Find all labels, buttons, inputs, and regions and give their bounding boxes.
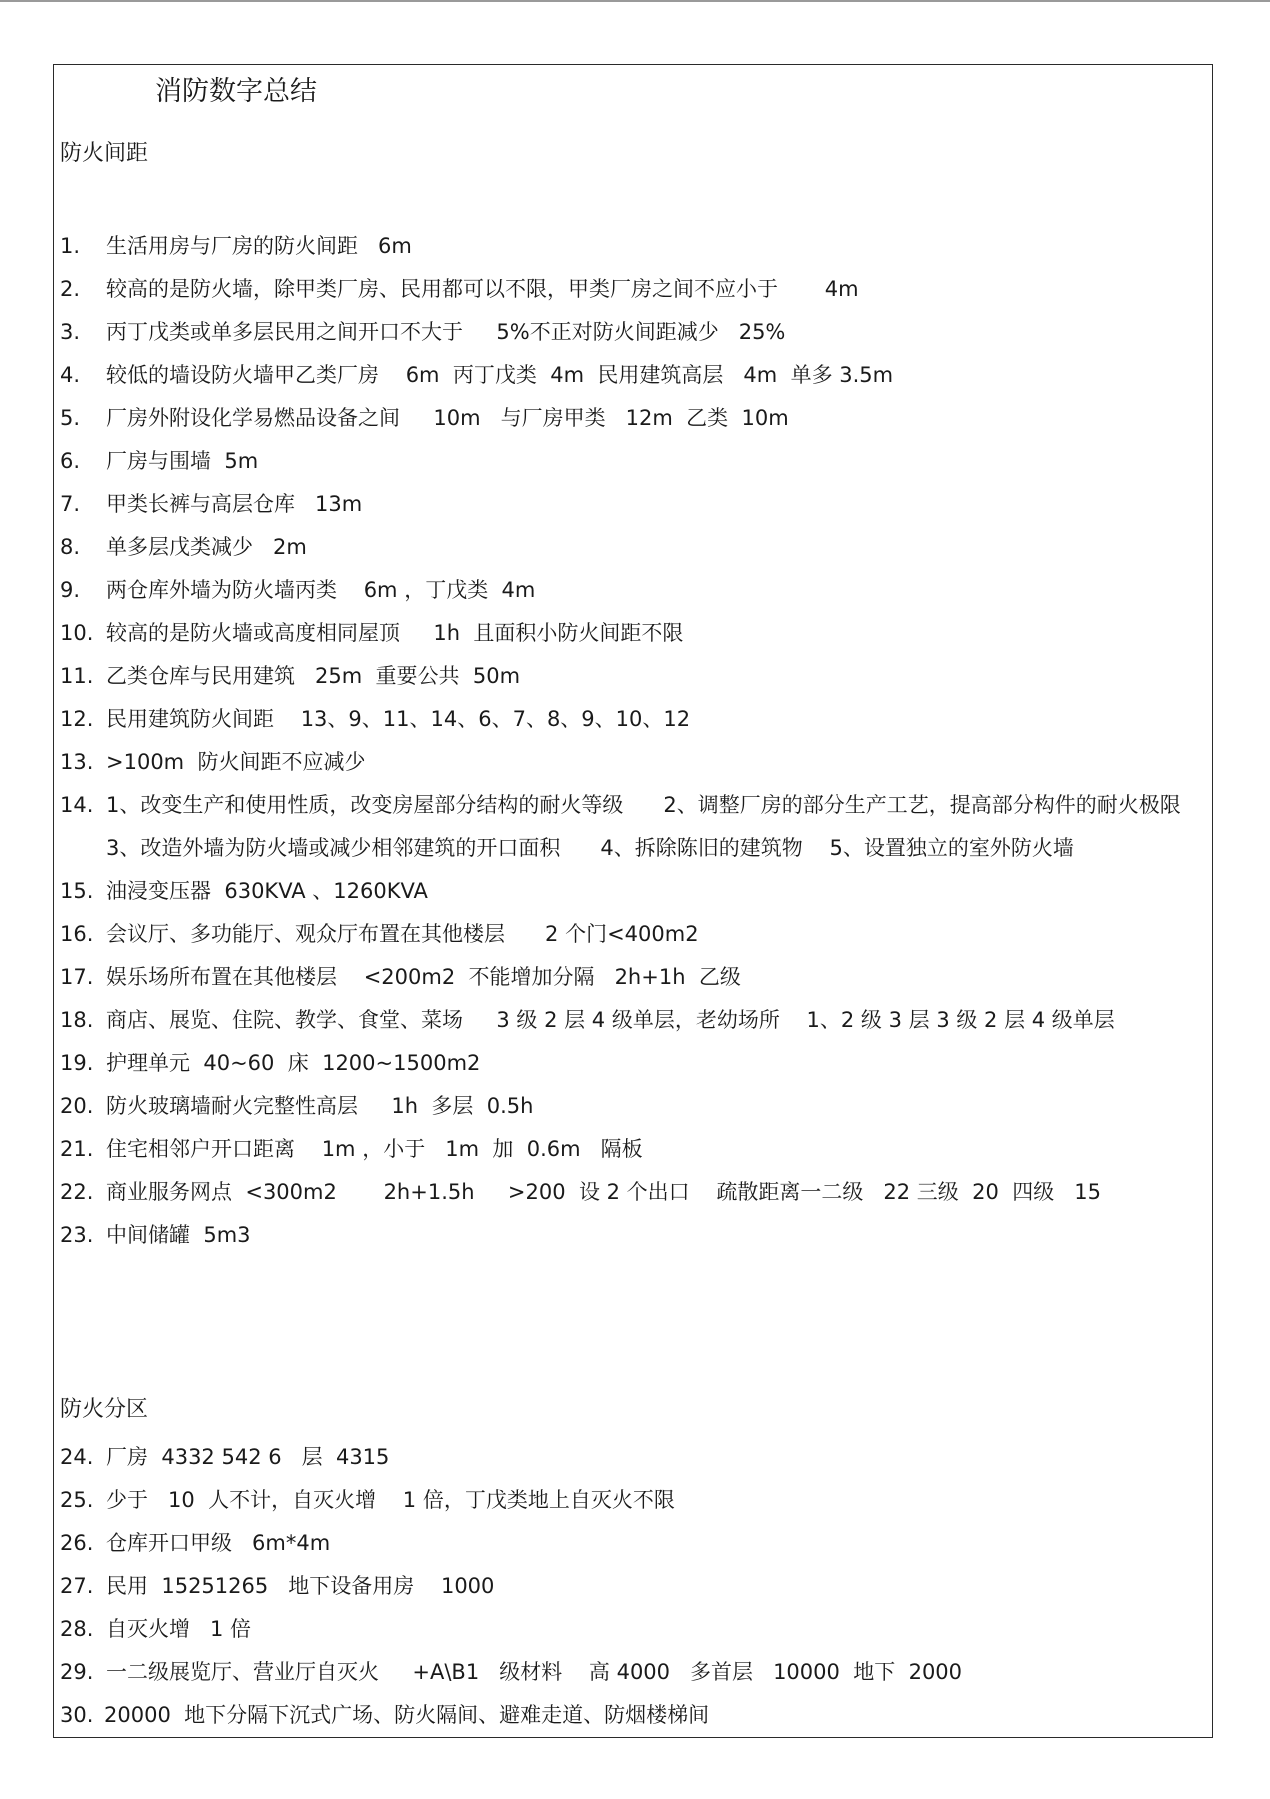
item-text: 较低的墙设防火墙甲乙类厂房 6m 丙丁戊类 4m 民用建筑高层 4m 单多 3.5m bbox=[106, 363, 894, 387]
list-item bbox=[60, 1608, 1210, 1651]
item-text: 1、改变生产和使用性质，改变房屋部分结构的耐火等级 2、调整厂房的部分生产工艺，提高部分构件的耐火极限 3、改造外墙为防火墙或减少相邻建筑的开口面积 4、拆除陈旧的建筑物 5、设置独立的室外防火墙 bbox=[106, 793, 1201, 860]
item-number: 28. bbox=[60, 1617, 94, 1641]
item-text: 生活用房与厂房的防火间距 6m bbox=[106, 234, 412, 258]
item-text: >100m 防火间距不应减少 bbox=[106, 750, 366, 774]
item-text: 民用建筑防火间距 13、9、11、14、6、7、8、9、10、12 bbox=[106, 707, 691, 731]
list-item bbox=[60, 741, 1210, 784]
list-item bbox=[60, 1214, 1210, 1257]
list-item bbox=[60, 612, 1210, 655]
item-text: 厂房 4332 542 6 层 4315 bbox=[106, 1445, 390, 1469]
item-text: 自灭火增 1 倍 bbox=[106, 1617, 252, 1641]
item-text: 住宅相邻户开口距离 1m ，小于 1m 加 0.6m 隔板 bbox=[106, 1137, 643, 1161]
list-item bbox=[60, 225, 1210, 268]
item-text: 中间储罐 5m3 bbox=[106, 1223, 251, 1247]
list-item bbox=[60, 397, 1210, 440]
item-number: 9. bbox=[60, 578, 81, 602]
item-number: 24. bbox=[60, 1445, 94, 1469]
item-number: 8. bbox=[60, 535, 81, 559]
item-text: 甲类长裤与高层仓库 13m bbox=[106, 492, 363, 516]
item-number: 14. bbox=[60, 793, 94, 817]
item-text: 乙类仓库与民用建筑 25m 重要公共 50m bbox=[106, 664, 521, 688]
item-text: 两仓库外墙为防火墙丙类 6m ，丁戊类 4m bbox=[106, 578, 536, 602]
item-text: 民用 15251265 地下设备用房 1000 bbox=[106, 1574, 495, 1598]
item-text: 商业服务网点 <300m2 2h+1.5h >200 设 2 个出口 疏散距离一二级 22 三级 20 四级 15 bbox=[106, 1180, 1101, 1204]
item-number: 23. bbox=[60, 1223, 94, 1247]
item-text: 护理单元 40~60 床 1200~1500m2 bbox=[106, 1051, 481, 1075]
list-item bbox=[60, 569, 1210, 612]
list-item bbox=[60, 1171, 1210, 1214]
list-fire-spacing bbox=[60, 225, 1210, 1257]
list-item bbox=[60, 1651, 1210, 1694]
list-item bbox=[60, 870, 1210, 913]
item-number: 18. bbox=[60, 1008, 94, 1032]
item-text: 较高的是防火墙，除甲类厂房、民用都可以不限，甲类厂房之间不应小于 4m bbox=[106, 277, 859, 301]
list-item bbox=[60, 1128, 1210, 1171]
item-number: 6. bbox=[60, 449, 81, 473]
section-heading-fire-compartment: 防火分区 bbox=[60, 1397, 149, 1422]
section-heading-fire-spacing: 防火间距 bbox=[60, 141, 149, 166]
list-item bbox=[60, 1565, 1210, 1608]
item-text: 厂房外附设化学易燃品设备之间 10m 与厂房甲类 12m 乙类 10m bbox=[106, 406, 789, 430]
list-item bbox=[60, 655, 1210, 698]
list-fire-compartment bbox=[60, 1436, 1210, 1737]
item-text: 厂房与围墙 5m bbox=[106, 449, 259, 473]
item-text: 防火玻璃墙耐火完整性高层 1h 多层 0.5h bbox=[106, 1094, 534, 1118]
item-number: 22. bbox=[60, 1180, 94, 1204]
item-number: 7. bbox=[60, 492, 81, 516]
list-item bbox=[60, 311, 1210, 354]
item-number: 2. bbox=[60, 277, 81, 301]
item-number: 5. bbox=[60, 406, 81, 430]
item-text: 20000 地下分隔下沉式广场、防火隔间、避难走道、防烟楼梯间 bbox=[104, 1703, 710, 1727]
list-item bbox=[60, 1436, 1210, 1479]
list-item bbox=[60, 440, 1210, 483]
item-text: 单多层戊类减少 2m bbox=[106, 535, 307, 559]
list-item bbox=[60, 698, 1210, 741]
list-item bbox=[60, 354, 1210, 397]
list-item bbox=[60, 526, 1210, 569]
item-text: 油浸变压器 630KVA 、1260KVA bbox=[106, 879, 428, 903]
item-number: 17. bbox=[60, 965, 94, 989]
list-item bbox=[60, 1042, 1210, 1085]
item-number: 3. bbox=[60, 320, 81, 344]
list-item bbox=[60, 1479, 1210, 1522]
item-number: 25. bbox=[60, 1488, 94, 1512]
item-text: 一二级展览厅、营业厅自灭火 +A\B1 级材料 高 4000 多首层 10000 地下 2000 bbox=[106, 1660, 963, 1684]
list-item bbox=[60, 1694, 1210, 1737]
document-title: 消防数字总结 bbox=[155, 76, 317, 107]
item-number: 16. bbox=[60, 922, 94, 946]
item-number: 1. bbox=[60, 234, 81, 258]
list-item bbox=[60, 268, 1210, 311]
item-number: 26. bbox=[60, 1531, 94, 1555]
item-number: 21. bbox=[60, 1137, 94, 1161]
item-text: 丙丁戊类或单多层民用之间开口不大于 5%不正对防火间距减少 25% bbox=[106, 320, 786, 344]
list-item bbox=[60, 956, 1210, 999]
item-number: 27. bbox=[60, 1574, 94, 1598]
item-number: 11. bbox=[60, 664, 94, 688]
item-number: 13. bbox=[60, 750, 94, 774]
list-item bbox=[60, 999, 1210, 1042]
list-item bbox=[60, 483, 1210, 526]
list-item bbox=[60, 1085, 1210, 1128]
item-number: 19. bbox=[60, 1051, 94, 1075]
item-number: 30. bbox=[60, 1703, 94, 1727]
item-number: 15. bbox=[60, 879, 94, 903]
item-number: 4. bbox=[60, 363, 81, 387]
item-text: 会议厅、多功能厅、观众厅布置在其他楼层 2 个门<400m2 bbox=[106, 922, 699, 946]
item-number: 29. bbox=[60, 1660, 94, 1684]
item-number: 20. bbox=[60, 1094, 94, 1118]
item-text: 娱乐场所布置在其他楼层 <200m2 不能增加分隔 2h+1h 乙级 bbox=[106, 965, 741, 989]
item-number: 12. bbox=[60, 707, 94, 731]
item-text: 少于 10 人不计，自灭火增 1 倍，丁戊类地上自灭火不限 bbox=[106, 1488, 675, 1512]
item-text: 商店、展览、住院、教学、食堂、菜场 3 级 2 层 4 级单层，老幼场所 1、2 级 3 层 3 级 2 层 4 级单层 bbox=[106, 1008, 1115, 1032]
top-rule bbox=[0, 0, 1270, 2]
item-number: 10. bbox=[60, 621, 94, 645]
list-item bbox=[60, 913, 1210, 956]
list-item bbox=[60, 784, 1210, 870]
list-item bbox=[60, 1522, 1210, 1565]
item-text: 仓库开口甲级 6m*4m bbox=[106, 1531, 331, 1555]
item-text: 较高的是防火墙或高度相同屋顶 1h 且面积小防火间距不限 bbox=[106, 621, 684, 645]
